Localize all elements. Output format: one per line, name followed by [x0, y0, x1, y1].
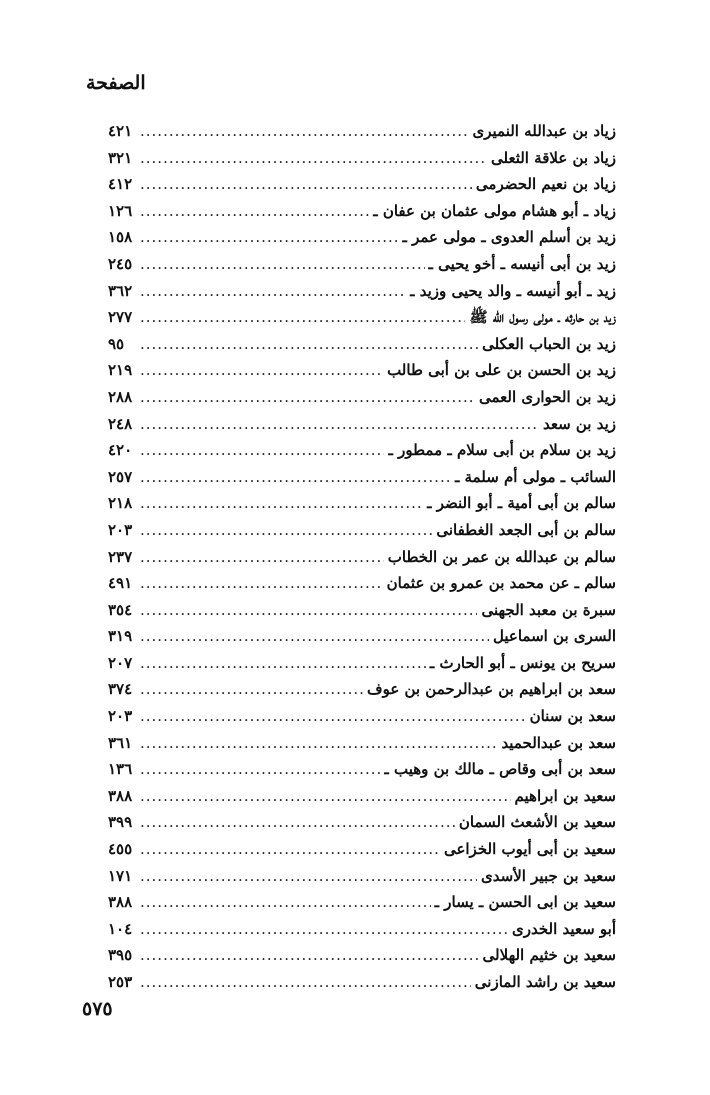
index-entry [108, 437, 616, 464]
column-header-page: الصفحة [86, 72, 146, 94]
entry-page-number: ٢٥٧ [108, 467, 133, 486]
entry-name: سبرة بن معبد الجهنى [481, 600, 616, 619]
entry-name: سعيد بن أبى أيوب الخزاعى [443, 840, 616, 859]
entry-page-number: ٢٤٨ [108, 414, 133, 433]
entry-name: سالم ـ عن محمد بن عمرو بن عثمان [386, 574, 616, 593]
entry-page-number: ١٣٦ [108, 760, 133, 779]
entry-name: سالم بن عبدالله بن عمر بن الخطاب [387, 547, 616, 566]
entry-name: زياد بن نعيم الحضرمى [475, 175, 616, 194]
index-entry [108, 384, 616, 411]
entry-page-number: ٢٥٣ [108, 973, 133, 991]
dot-leader [140, 304, 465, 331]
entry-page-number: ٣٨٨ [108, 786, 133, 805]
entry-page-number: ١٥٨ [108, 228, 133, 247]
dot-leader [140, 650, 426, 677]
entry-name: زيد بن الحباب العكلى [482, 334, 616, 353]
entry-name: سعيد بن الأشعث السمان [458, 813, 616, 832]
entry-name: سعد بن سنان [529, 707, 616, 726]
dot-leader [140, 889, 431, 916]
entry-name: سعيد بن ابى الحسن ـ يسار ـ [434, 893, 616, 912]
index-entry [108, 357, 616, 384]
index-entry [108, 517, 616, 544]
entry-page-number: ٤١٢ [108, 175, 133, 194]
entry-page-number: ٢١٨ [108, 494, 133, 513]
entry-name: سعيد بن ابراهيم [514, 786, 616, 805]
entry-page-number: ٤٢١ [108, 122, 133, 140]
dot-leader [140, 676, 363, 703]
entry-page-number: ٤٢٠ [108, 441, 133, 460]
entry-name: السرى بن اسماعيل [493, 627, 616, 646]
entry-name: زيد ـ أبو أنيسه ـ والد يحيى وزيد ـ [410, 281, 616, 300]
index-entry [108, 942, 616, 969]
index-entry [108, 783, 616, 810]
dot-leader [140, 145, 487, 172]
entry-name: سعد بن أبى وقاص ـ مالك بن وهيب ـ [384, 760, 616, 779]
dot-leader [140, 570, 383, 597]
entry-page-number: ٣٦٢ [108, 281, 133, 300]
dot-leader [140, 730, 497, 757]
index-entry [108, 916, 616, 943]
entry-page-number: ٣٨٨ [108, 893, 133, 912]
entry-name: زيد بن حارثه ـ مولى رسول الله ﷺ [469, 308, 616, 327]
entry-page-number: ٤٩١ [108, 574, 133, 593]
index-entry [108, 411, 616, 438]
dot-leader [140, 251, 425, 278]
entry-page-number: ٣٦١ [108, 733, 133, 752]
index-entry [108, 676, 616, 703]
entry-name: سالم بن أبى أمية ـ أبو النضر ـ [427, 494, 616, 513]
dot-leader [140, 171, 472, 198]
dot-leader [140, 437, 384, 464]
index-entry [108, 889, 616, 916]
entry-page-number: ٣٩٩ [108, 813, 133, 832]
dot-leader [140, 863, 477, 890]
index-entry [108, 251, 616, 278]
dot-leader [140, 783, 511, 810]
entry-page-number: ٢٤٥ [108, 254, 133, 273]
index-entry [108, 730, 616, 757]
entry-page-number: ٢٨٨ [108, 387, 133, 406]
entry-name: زيد بن الحوارى العمى [478, 387, 616, 406]
entry-name: سالم بن أبى الجعد الغطفانى [436, 520, 616, 539]
entry-page-number: ٣١٩ [108, 627, 133, 646]
dot-leader [140, 969, 471, 996]
dot-leader [140, 118, 468, 145]
dot-leader [140, 597, 477, 624]
entry-name: زيد بن أسلم العدوى ـ مولى عمر ـ [402, 228, 616, 247]
dot-leader [140, 623, 489, 650]
dot-leader [140, 942, 479, 969]
entry-name: سريح بن يونس ـ أبو الحارث ـ [429, 653, 616, 672]
entry-page-number: ٣٥٤ [108, 600, 133, 619]
index-entry [108, 756, 616, 783]
index-entry [108, 650, 616, 677]
entry-name: زيد بن سلام بن أبى سلام ـ ممطور ـ [388, 441, 616, 460]
dot-leader [140, 836, 440, 863]
index-entry [108, 969, 616, 996]
index-entry [108, 278, 616, 305]
entry-name: سعيد بن راشد المازنى [474, 973, 616, 991]
entry-page-number: ٣٢١ [108, 148, 133, 167]
entry-name: سعد بن عبدالحميد [501, 733, 616, 752]
entry-name: زياد بن عبدالله النميرى [472, 122, 616, 140]
index-entry [108, 623, 616, 650]
dot-leader [140, 916, 508, 943]
entry-name: زياد بن علاقة الثعلى [490, 148, 616, 167]
entry-name: زيد بن سعد [542, 414, 616, 433]
entry-page-number: ٣٩٥ [108, 946, 133, 965]
dot-leader [140, 809, 455, 836]
entry-page-number: ٣٧٤ [108, 680, 133, 699]
dot-leader [140, 756, 380, 783]
dot-leader [140, 278, 406, 305]
dot-leader [140, 411, 539, 438]
entry-page-number: ٢٠٣ [108, 520, 133, 539]
dot-leader [140, 517, 432, 544]
index-entry [108, 570, 616, 597]
page-number: ٥٧٥ [82, 998, 113, 1020]
entry-page-number: ٢٠٣ [108, 707, 133, 726]
entry-name: زياد ـ أبو هشام مولى عثمان بن عفان ـ [373, 201, 616, 220]
dot-leader [140, 384, 475, 411]
dot-leader [140, 224, 398, 251]
entry-page-number: ٢٣٧ [108, 547, 133, 566]
index-entry [108, 544, 616, 571]
entry-name: السائب ـ مولى أم سلمة ـ [454, 467, 616, 486]
index-entry [108, 198, 616, 225]
dot-leader [140, 198, 369, 225]
index-entry [108, 118, 616, 145]
dot-leader [140, 464, 451, 491]
dot-leader [140, 544, 384, 571]
entry-name: زيد بن الحسن بن على بن أبى طالب [387, 361, 616, 380]
entry-page-number: ٢٠٧ [108, 653, 133, 672]
index-entry [108, 464, 616, 491]
index-entry [108, 597, 616, 624]
entry-page-number: ٤٥٥ [108, 840, 133, 859]
dot-leader [140, 703, 526, 730]
entry-page-number: ٩٥ [108, 334, 125, 353]
entry-name: سعد بن ابراهيم بن عبدالرحمن بن عوف [367, 680, 616, 699]
dot-leader [140, 490, 423, 517]
index-entry [108, 171, 616, 198]
entry-name: سعيد بن خثيم الهلالى [482, 946, 616, 965]
index-entry [108, 145, 616, 172]
entry-name: أبو سعيد الخدرى [511, 919, 616, 938]
entry-page-number: ٢١٩ [108, 361, 133, 380]
index-entry [108, 809, 616, 836]
index-entry [108, 703, 616, 730]
index-entry [108, 490, 616, 517]
entry-name: زيد بن أبى أنيسه ـ أخو يحيى ـ [428, 254, 616, 273]
entry-page-number: ١٧١ [108, 866, 133, 885]
dot-leader [140, 331, 478, 358]
index-entry [108, 224, 616, 251]
entry-page-number: ١٢٦ [108, 201, 133, 220]
index-entry [108, 836, 616, 863]
entry-page-number: ٢٧٧ [108, 308, 133, 327]
entry-page-number: ١٠٤ [108, 919, 133, 938]
index-list [108, 118, 616, 996]
dot-leader [140, 357, 383, 384]
index-entry [108, 331, 616, 358]
entry-name: سعيد بن جبير الأسدى [481, 866, 616, 885]
index-entry [108, 863, 616, 890]
index-entry [108, 304, 616, 331]
